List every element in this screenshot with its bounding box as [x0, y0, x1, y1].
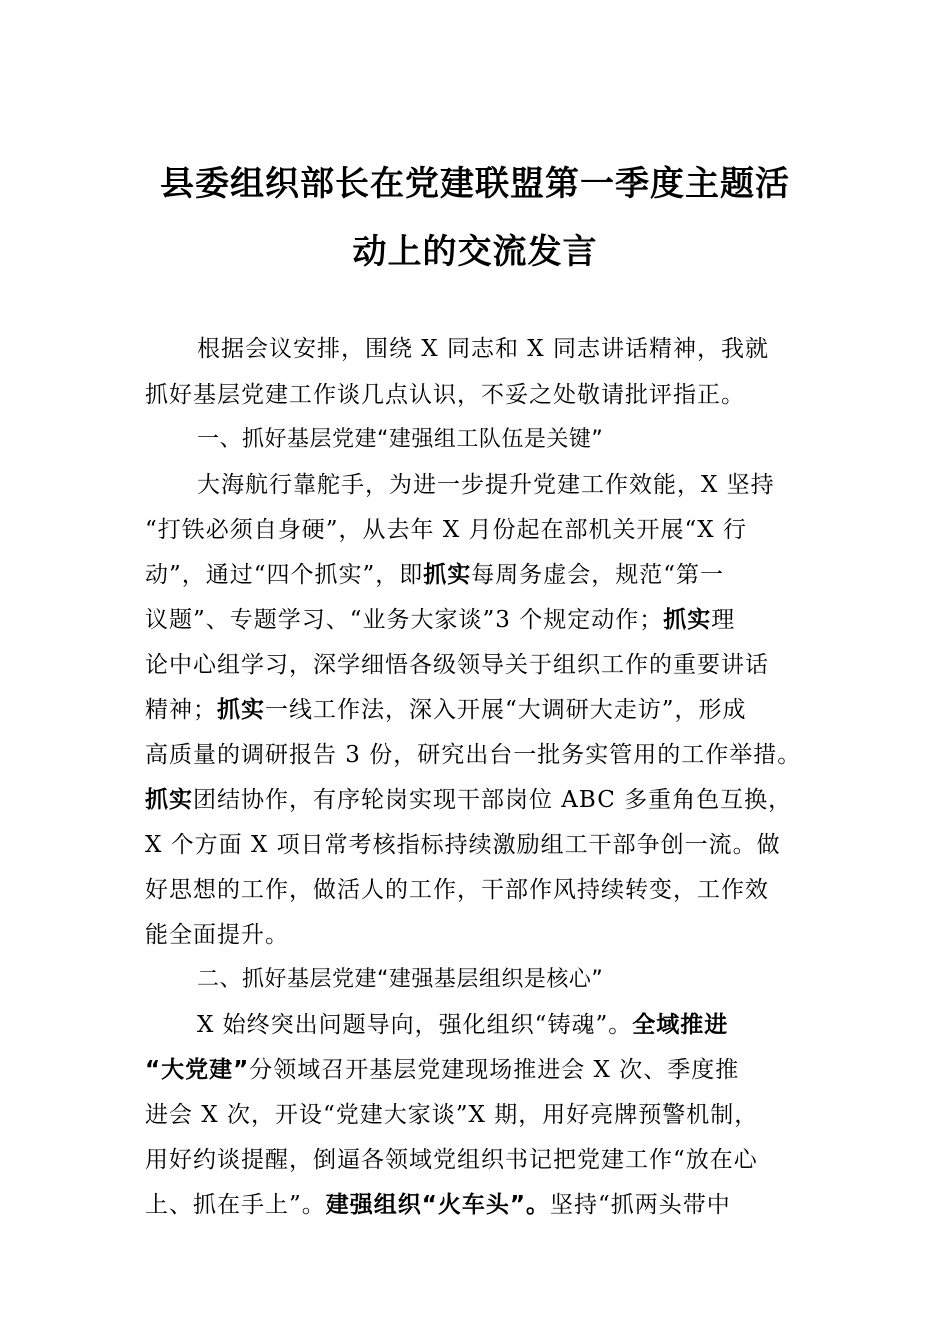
text-run: 上、抓在手上”。 — [145, 1192, 326, 1218]
section-2-line-1 — [145, 1008, 810, 1042]
emphasis-text: 全域推进 — [632, 1012, 729, 1038]
text-run: 动”，通过“四个抓实”，即 — [145, 562, 424, 588]
section-2-line-3: 进会 X 次，开设“党建大家谈”X 期，用好亮牌预警机制， — [145, 1102, 759, 1128]
section-2-heading: 二、抓好基层党建“建强基层组织是核心” — [197, 967, 604, 992]
emphasis-text: 抓实 — [663, 607, 712, 633]
section-1-line-6 — [145, 693, 810, 727]
section-1-heading: 一、抓好基层党建“建强组工队伍是关键” — [197, 427, 604, 452]
intro-line-2: 抓好基层党建工作谈几点认识，不妥之处敬请批评指正。 — [145, 382, 745, 408]
section-1-line-9: X 个方面 X 项日常考核指标持续激励组工干部争创一流。做 — [145, 832, 781, 858]
text-run: 理 — [711, 607, 736, 633]
text-run: 议题”、专题学习、“业务大家谈”3 个规定动作； — [145, 607, 664, 633]
section-2-line-4: 用好约谈提醒，倒逼各领域党组织书记把党建工作“放在心 — [145, 1147, 758, 1173]
section-1-line-3 — [145, 558, 810, 592]
section-1-line-4 — [145, 603, 810, 637]
section-1-line-10: 好思想的工作，做活人的工作，干部作风持续转变，工作效 — [145, 877, 769, 903]
emphasis-text: 抓实 — [217, 697, 265, 723]
section-1-line-8 — [145, 783, 810, 817]
document-title-line-2: 动上的交流发言 — [352, 232, 598, 272]
document-title-line-1: 县委组织部长在党建联盟第一季度主题活 — [160, 164, 790, 204]
section-1-line-5: 论中心组学习，深学细悟各级领导关于组织工作的重要讲话 — [145, 652, 769, 678]
text-run: 精神； — [145, 697, 217, 723]
text-run: 团结协作，有序轮岗实现干部岗位 ABC 多重角色互换， — [193, 787, 793, 813]
text-run: 分领域召开基层党建现场推进会 X 次、季度推 — [249, 1057, 740, 1083]
text-run: 坚持“抓两头带中 — [550, 1192, 731, 1218]
text-run: 一线工作法，深入开展“大调研大走访”，形成 — [265, 697, 747, 723]
section-1-line-11: 能全面提升。 — [145, 922, 289, 948]
text-run: 每周务虚会，规范“第一 — [471, 562, 725, 588]
emphasis-text: 抓实 — [423, 562, 472, 588]
intro-line-1: 根据会议安排，围绕 X 同志和 X 同志讲话精神，我就 — [197, 336, 769, 362]
emphasis-text: “大党建” — [145, 1057, 250, 1083]
section-1-line-2: “打铁必须自身硬”，从去年 X 月份起在部机关开展“X 行 — [145, 517, 747, 543]
emphasis-text: 抓实 — [145, 787, 193, 813]
text-run: X 始终突出问题导向，强化组织“铸魂”。 — [197, 1012, 633, 1038]
section-2-line-5 — [145, 1188, 810, 1222]
section-2-line-2 — [145, 1053, 810, 1087]
section-1-line-7: 高质量的调研报告 3 份，研究出台一批务实管用的工作举措。 — [145, 742, 802, 768]
section-1-line-1: 大海航行靠舵手，为进一步提升党建工作效能，X 坚持 — [197, 472, 775, 498]
emphasis-text: 建强组织“火车头”。 — [325, 1192, 550, 1218]
